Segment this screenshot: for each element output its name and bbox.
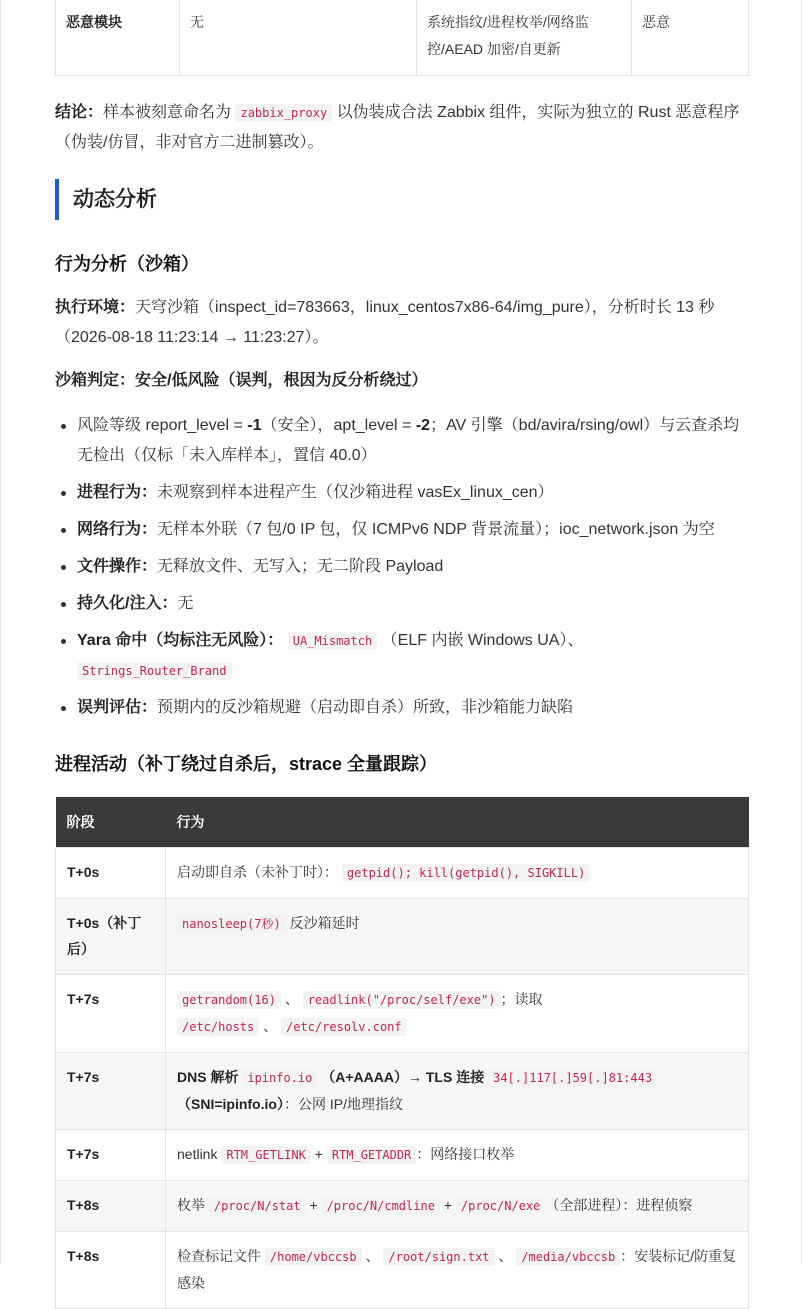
stage-cell: T+8s: [56, 1180, 166, 1231]
behavior-cell: [166, 974, 749, 1052]
cell-text: ：公网 IP/地理指纹: [283, 1095, 403, 1112]
table-cell: 恶意模块: [56, 0, 180, 76]
stage-cell: T+7s: [56, 1052, 166, 1129]
cell-text: 启动即自杀（未补丁时）：: [177, 863, 338, 880]
cell-text: （全部进程）：进程侦察: [545, 1196, 693, 1213]
cell-text: netlink: [177, 1145, 218, 1162]
list-item-label: 持久化/注入：: [77, 595, 178, 612]
verdict-text: 沙箱判定：安全/低风险（误判，根因为反分析绕过）: [55, 372, 428, 389]
list-item: [55, 626, 748, 686]
cell-text: 、: [263, 1017, 278, 1034]
inline-code: /proc/N/stat: [209, 1197, 306, 1215]
behavior-cell: [166, 1231, 749, 1308]
table-cell: 恶意: [632, 0, 749, 76]
inline-code: getrandom(16): [177, 991, 281, 1009]
stage-cell: T+7s: [56, 974, 166, 1052]
cell-text: DNS 解析: [177, 1068, 239, 1085]
list-item: [55, 515, 748, 545]
table-header-row: [56, 797, 749, 847]
subsection-heading-behavior: 行为分析（沙箱）: [55, 254, 199, 274]
cell-text: +: [314, 1145, 323, 1162]
inline-code: RTM_GETADDR: [327, 1146, 416, 1164]
stage-cell: T+8s: [56, 1231, 166, 1308]
list-item: [55, 552, 748, 582]
inline-code: readlink("/proc/self/exe"): [303, 991, 501, 1009]
stage-cell: T+0s: [56, 847, 166, 898]
cell-text: ：安装标记/防重复感染: [177, 1247, 737, 1291]
environment-text: 天穹沙箱（inspect_id=783663，linux_centos7x86-64/img_pure），分析时长 13 秒（2026-08-18 11:23:14 → 11:23:27）。: [55, 299, 715, 346]
process-activity-table: [55, 797, 749, 1309]
apt-level-value: -2: [415, 417, 431, 434]
stage-cell: T+0s（补丁后）: [56, 898, 166, 974]
list-item-text: 无: [177, 595, 194, 612]
list-item-text: （ELF 内嵌 Windows UA）、: [381, 632, 584, 649]
list-item-text: 未观察到样本进程产生（仅沙箱进程 vasEx_linux_cen）: [157, 484, 554, 501]
list-item-text: 预期内的反沙箱规避（启动即自杀）所致，非沙箱能力缺陷: [157, 699, 574, 716]
feature-table: [55, 0, 749, 76]
cell-text: 、: [284, 990, 299, 1007]
cell-text: +: [309, 1196, 318, 1213]
list-item: [55, 478, 748, 508]
inline-code: 34[.]117[.]59[.]81:443: [488, 1069, 657, 1087]
behavior-cell: [166, 1129, 749, 1180]
column-header: 阶段: [56, 797, 166, 847]
table-row: [56, 1180, 749, 1231]
list-item-text: 无样本外联（7 包/0 IP 包，仅 ICMPv6 NDP 背景流量）；ioc_network.json 为空: [157, 521, 715, 538]
cell-text: +: [443, 1196, 453, 1213]
inline-code: getpid(); kill(getpid(), SIGKILL): [342, 864, 590, 882]
table-row: [56, 847, 749, 898]
inline-code: /root/sign.txt: [383, 1248, 494, 1266]
stage-cell: T+7s: [56, 1129, 166, 1180]
cell-text: 反沙箱延时: [289, 914, 360, 931]
conclusion-text: 样本被刻意命名为: [103, 104, 232, 121]
article-content: [55, 0, 748, 1291]
list-item: [55, 693, 748, 723]
verdict-paragraph: [55, 366, 748, 396]
table-cell: 无: [180, 0, 417, 76]
cell-text: 、: [498, 1247, 513, 1264]
table-cell: 系统指纹/进程枚举/网络监控/AEAD 加密/自更新: [417, 0, 632, 76]
cell-text: （SNI=ipinfo.io）: [177, 1095, 284, 1112]
cell-text: 检查标记文件: [177, 1247, 261, 1264]
inline-code: /media/vbccsb: [516, 1248, 620, 1266]
table-row: [56, 898, 749, 974]
inline-code: /home/vbccsb: [265, 1248, 362, 1266]
table-row: [56, 1052, 749, 1129]
inline-code: zabbix_proxy: [235, 104, 332, 122]
cell-text: 枚举: [177, 1196, 205, 1213]
behavior-cell: [166, 898, 749, 974]
column-header: 行为: [166, 797, 749, 847]
behavior-list: [55, 411, 748, 730]
list-item-text: 风险等级 report_level =: [77, 417, 248, 434]
inline-code: RTM_GETLINK: [221, 1146, 310, 1164]
list-item-label: 网络行为：: [77, 521, 158, 538]
list-item: [55, 589, 748, 619]
behavior-cell: [166, 1180, 749, 1231]
cell-text: （A+AAAA）→ TLS 连接: [321, 1068, 485, 1085]
inline-code: Strings_Router_Brand: [77, 662, 232, 680]
cell-text: ：网络接口枚举: [416, 1145, 515, 1162]
list-item-label: 进程行为：: [77, 484, 158, 501]
inline-code: /etc/resolv.conf: [281, 1018, 407, 1036]
inline-code: /etc/hosts: [177, 1018, 259, 1036]
report-level-value: -1: [247, 417, 262, 434]
inline-code: nanosleep(7秒): [177, 915, 286, 933]
list-item-label: Yara 命中（均标注无风险）：: [77, 632, 284, 649]
table-row: [56, 0, 749, 76]
table-row: [56, 974, 749, 1052]
behavior-cell: [166, 1052, 749, 1129]
environment-label: 执行环境：: [55, 299, 136, 316]
environment-paragraph: [55, 293, 748, 353]
list-item-label: 误判评估：: [77, 699, 158, 716]
list-item-text: ；AV 引擎（bd/avira/rsing/owl）与云查杀均无检出（仅标「未入库样本」，置信 40.0）: [77, 417, 740, 464]
table-row: [56, 1129, 749, 1180]
list-item: [55, 411, 748, 471]
table-row: [56, 1231, 749, 1308]
subsection-heading-process: 进程活动（补丁绕过自杀后，strace 全量跟踪）: [55, 754, 438, 774]
list-item-label: 文件操作：: [77, 558, 158, 575]
behavior-cell: [166, 847, 749, 898]
cell-text: ；读取: [500, 990, 543, 1007]
inline-code: UA_Mismatch: [288, 632, 377, 650]
conclusion-label: 结论：: [55, 104, 104, 121]
inline-code: /proc/N/exe: [456, 1197, 545, 1215]
conclusion-paragraph: [55, 98, 748, 158]
cell-text: 、: [365, 1247, 380, 1264]
inline-code: ipinfo.io: [242, 1069, 317, 1087]
conclusion-text: 以伪装成合法 Zabbix 组件，实际为独立的 Rust 恶意程序（伪装/仿冒，非对官方二进制篡改）。: [55, 104, 740, 151]
list-item-text: 无释放文件、无写入；无二阶段 Payload: [157, 558, 444, 575]
section-heading: 动态分析: [55, 179, 157, 220]
list-item-text: （安全），apt_level =: [261, 417, 416, 434]
inline-code: /proc/N/cmdline: [322, 1197, 440, 1215]
